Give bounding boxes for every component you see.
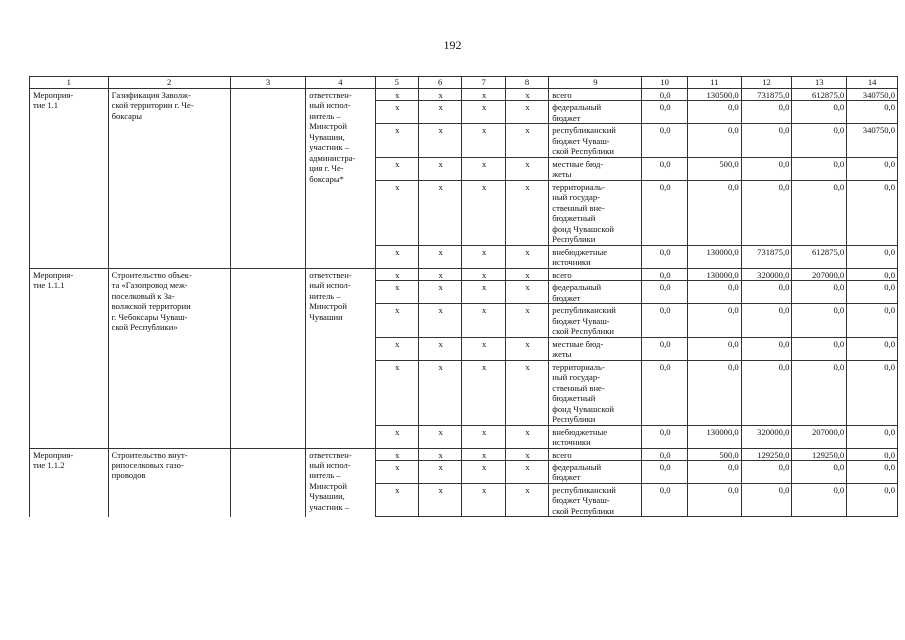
cell-col5: х xyxy=(375,448,418,460)
measure-col3 xyxy=(230,89,306,269)
value-col14: 340750,0 xyxy=(847,89,898,101)
cell-col8: х xyxy=(505,460,548,483)
value-col14: 340750,0 xyxy=(847,124,898,157)
cell-col5: х xyxy=(375,304,418,337)
value-col10: 0,0 xyxy=(642,101,688,124)
value-col12: 0,0 xyxy=(741,124,792,157)
value-col11: 0,0 xyxy=(687,483,741,516)
cell-col8: х xyxy=(505,157,548,180)
cell-col7: х xyxy=(462,157,505,180)
table-row xyxy=(30,89,898,101)
header-cell-14: 14 xyxy=(847,77,898,89)
value-col10: 0,0 xyxy=(642,425,688,448)
value-col14: 0,0 xyxy=(847,180,898,245)
header-cell-5: 5 xyxy=(375,77,418,89)
value-col11: 0,0 xyxy=(687,124,741,157)
value-col13: 0,0 xyxy=(792,337,847,360)
header-cell-13: 13 xyxy=(792,77,847,89)
table-row xyxy=(30,448,898,460)
cell-col7: х xyxy=(462,245,505,268)
cell-col6: х xyxy=(418,360,461,425)
funding-source: республиканский бюджет Чуваш- ской Республики xyxy=(549,124,642,157)
cell-col8: х xyxy=(505,425,548,448)
funding-source: территориаль- ный государ- ственный вне- бюджетный фонд Чувашской Республики xyxy=(549,360,642,425)
value-col13: 0,0 xyxy=(792,101,847,124)
value-col10: 0,0 xyxy=(642,180,688,245)
cell-col6: х xyxy=(418,268,461,280)
funding-source: местные бюд- жеты xyxy=(549,157,642,180)
header-cell-10: 10 xyxy=(642,77,688,89)
measure-code: Мероприя- тие 1.1.2 xyxy=(30,448,109,517)
cell-col5: х xyxy=(375,101,418,124)
value-col10: 0,0 xyxy=(642,460,688,483)
cell-col7: х xyxy=(462,281,505,304)
value-col11: 0,0 xyxy=(687,460,741,483)
measure-name: Газификация Заволж- ской территории г. Че- боксары xyxy=(108,89,230,269)
cell-col8: х xyxy=(505,89,548,101)
value-col12: 731875,0 xyxy=(741,89,792,101)
cell-col8: х xyxy=(505,448,548,460)
value-col14: 0,0 xyxy=(847,245,898,268)
header-cell-1: 1 xyxy=(30,77,109,89)
value-col11: 0,0 xyxy=(687,281,741,304)
value-col13: 0,0 xyxy=(792,460,847,483)
value-col10: 0,0 xyxy=(642,245,688,268)
cell-col6: х xyxy=(418,448,461,460)
cell-col8: х xyxy=(505,360,548,425)
value-col10: 0,0 xyxy=(642,483,688,516)
header-cell-9: 9 xyxy=(549,77,642,89)
value-col13: 129250,0 xyxy=(792,448,847,460)
cell-col8: х xyxy=(505,268,548,280)
cell-col5: х xyxy=(375,460,418,483)
value-col10: 0,0 xyxy=(642,89,688,101)
cell-col8: х xyxy=(505,304,548,337)
value-col14: 0,0 xyxy=(847,448,898,460)
cell-col7: х xyxy=(462,101,505,124)
cell-col7: х xyxy=(462,180,505,245)
value-col11: 0,0 xyxy=(687,337,741,360)
header-cell-3: 3 xyxy=(230,77,306,89)
funding-source: внебюджетные источники xyxy=(549,425,642,448)
cell-col5: х xyxy=(375,268,418,280)
value-col13: 0,0 xyxy=(792,180,847,245)
funding-source: всего xyxy=(549,89,642,101)
measure-name: Строительство внут- рипоселковых газо- проводов xyxy=(108,448,230,517)
measure-col3 xyxy=(230,448,306,517)
cell-col7: х xyxy=(462,425,505,448)
value-col10: 0,0 xyxy=(642,448,688,460)
measure-executor: ответствен- ный испол- нитель – Минстрой Чувашии xyxy=(306,268,375,448)
cell-col5: х xyxy=(375,425,418,448)
cell-col8: х xyxy=(505,124,548,157)
value-col14: 0,0 xyxy=(847,268,898,280)
value-col14: 0,0 xyxy=(847,425,898,448)
header-cell-4: 4 xyxy=(306,77,375,89)
value-col12: 0,0 xyxy=(741,337,792,360)
value-col12: 320000,0 xyxy=(741,268,792,280)
value-col10: 0,0 xyxy=(642,124,688,157)
value-col13: 0,0 xyxy=(792,304,847,337)
funding-source: республиканский бюджет Чуваш- ской Республики xyxy=(549,483,642,516)
value-col10: 0,0 xyxy=(642,360,688,425)
measure-executor: ответствен- ный испол- нитель – Минстрой Чувашии, участник – xyxy=(306,448,375,517)
funding-source: внебюджетные источники xyxy=(549,245,642,268)
value-col13: 0,0 xyxy=(792,360,847,425)
value-col10: 0,0 xyxy=(642,268,688,280)
value-col13: 0,0 xyxy=(792,281,847,304)
header-cell-12: 12 xyxy=(741,77,792,89)
value-col14: 0,0 xyxy=(847,360,898,425)
cell-col5: х xyxy=(375,157,418,180)
cell-col7: х xyxy=(462,89,505,101)
value-col13: 0,0 xyxy=(792,124,847,157)
header-cell-2: 2 xyxy=(108,77,230,89)
measure-name: Строительство объек- та «Газопровод меж- поселковый к За- волжской территории г. Чебоксары Чуваш- ской Республики» xyxy=(108,268,230,448)
cell-col7: х xyxy=(462,124,505,157)
cell-col6: х xyxy=(418,460,461,483)
page-number: 192 xyxy=(443,38,462,52)
value-col12: 0,0 xyxy=(741,460,792,483)
header-cell-11: 11 xyxy=(687,77,741,89)
cell-col8: х xyxy=(505,101,548,124)
cell-col7: х xyxy=(462,448,505,460)
cell-col5: х xyxy=(375,281,418,304)
cell-col8: х xyxy=(505,483,548,516)
value-col12: 320000,0 xyxy=(741,425,792,448)
value-col13: 0,0 xyxy=(792,157,847,180)
header-cell-7: 7 xyxy=(462,77,505,89)
value-col14: 0,0 xyxy=(847,337,898,360)
value-col14: 0,0 xyxy=(847,157,898,180)
cell-col6: х xyxy=(418,180,461,245)
cell-col6: х xyxy=(418,89,461,101)
value-col11: 130000,0 xyxy=(687,245,741,268)
cell-col5: х xyxy=(375,360,418,425)
cell-col5: х xyxy=(375,124,418,157)
value-col12: 0,0 xyxy=(741,157,792,180)
value-col11: 130500,0 xyxy=(687,89,741,101)
value-col13: 612875,0 xyxy=(792,245,847,268)
value-col11: 500,0 xyxy=(687,157,741,180)
cell-col8: х xyxy=(505,245,548,268)
value-col10: 0,0 xyxy=(642,281,688,304)
value-col11: 500,0 xyxy=(687,448,741,460)
value-col14: 0,0 xyxy=(847,460,898,483)
value-col13: 612875,0 xyxy=(792,89,847,101)
value-col11: 0,0 xyxy=(687,101,741,124)
funding-source: местные бюд- жеты xyxy=(549,337,642,360)
cell-col5: х xyxy=(375,245,418,268)
funding-source: федеральный бюджет xyxy=(549,281,642,304)
cell-col6: х xyxy=(418,483,461,516)
cell-col6: х xyxy=(418,101,461,124)
cell-col5: х xyxy=(375,337,418,360)
header-cell-8: 8 xyxy=(505,77,548,89)
value-col12: 129250,0 xyxy=(741,448,792,460)
value-col12: 0,0 xyxy=(741,483,792,516)
value-col12: 0,0 xyxy=(741,304,792,337)
value-col12: 0,0 xyxy=(741,101,792,124)
value-col13: 207000,0 xyxy=(792,425,847,448)
value-col13: 207000,0 xyxy=(792,268,847,280)
value-col10: 0,0 xyxy=(642,337,688,360)
value-col14: 0,0 xyxy=(847,101,898,124)
value-col11: 130000,0 xyxy=(687,425,741,448)
value-col12: 0,0 xyxy=(741,281,792,304)
cell-col6: х xyxy=(418,304,461,337)
value-col14: 0,0 xyxy=(847,304,898,337)
value-col10: 0,0 xyxy=(642,304,688,337)
value-col13: 0,0 xyxy=(792,483,847,516)
table-row xyxy=(30,268,898,280)
value-col11: 0,0 xyxy=(687,304,741,337)
funding-source: территориаль- ный государ- ственный вне- бюджетный фонд Чувашской Республики xyxy=(549,180,642,245)
cell-col6: х xyxy=(418,245,461,268)
cell-col8: х xyxy=(505,281,548,304)
cell-col7: х xyxy=(462,337,505,360)
measure-col3 xyxy=(230,268,306,448)
cell-col7: х xyxy=(462,460,505,483)
value-col11: 0,0 xyxy=(687,360,741,425)
cell-col7: х xyxy=(462,483,505,516)
cell-col5: х xyxy=(375,180,418,245)
measure-code: Мероприя- тие 1.1 xyxy=(30,89,109,269)
cell-col6: х xyxy=(418,281,461,304)
value-col11: 130000,0 xyxy=(687,268,741,280)
cell-col5: х xyxy=(375,89,418,101)
funding-source: федеральный бюджет xyxy=(549,101,642,124)
header-row xyxy=(30,77,898,89)
cell-col6: х xyxy=(418,124,461,157)
cell-col6: х xyxy=(418,425,461,448)
funding-source: всего xyxy=(549,448,642,460)
header-cell-6: 6 xyxy=(418,77,461,89)
measure-code: Мероприя- тие 1.1.1 xyxy=(30,268,109,448)
cell-col7: х xyxy=(462,268,505,280)
cell-col8: х xyxy=(505,337,548,360)
value-col12: 731875,0 xyxy=(741,245,792,268)
value-col11: 0,0 xyxy=(687,180,741,245)
cell-col6: х xyxy=(418,157,461,180)
value-col14: 0,0 xyxy=(847,281,898,304)
cell-col5: х xyxy=(375,483,418,516)
value-col14: 0,0 xyxy=(847,483,898,516)
cell-col8: х xyxy=(505,180,548,245)
funding-source: всего xyxy=(549,268,642,280)
value-col12: 0,0 xyxy=(741,180,792,245)
cell-col6: х xyxy=(418,337,461,360)
funding-source: республиканский бюджет Чуваш- ской Республики xyxy=(549,304,642,337)
cell-col7: х xyxy=(462,304,505,337)
funding-source: федеральный бюджет xyxy=(549,460,642,483)
measure-executor: ответствен- ный испол- нитель – Минстрой Чувашии, участник – администра- ция г. Че- боксары* xyxy=(306,89,375,269)
funding-table xyxy=(29,76,898,517)
value-col10: 0,0 xyxy=(642,157,688,180)
value-col12: 0,0 xyxy=(741,360,792,425)
cell-col7: х xyxy=(462,360,505,425)
